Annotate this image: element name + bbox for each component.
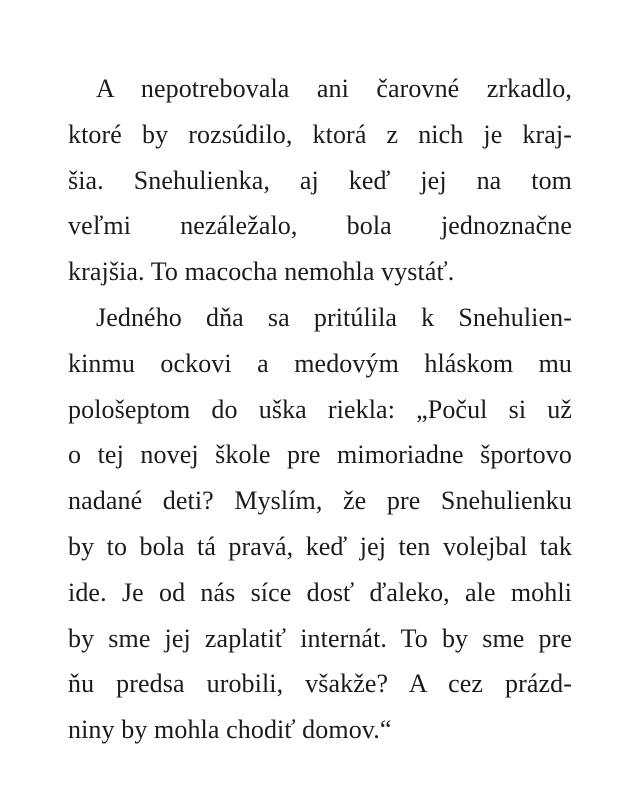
text-line: ňu predsa urobili, všakže? A cez prázd- (68, 669, 572, 699)
text-line: A nepotrebovala ani čarovné zrkadlo, (96, 74, 572, 103)
text-line: krajšia. To macocha nemohla vystáť. (68, 257, 455, 287)
text-line: o tej novej škole pre mimoriadne športovo (68, 440, 572, 470)
text-line: Jedného dňa sa pritúlila k Snehulien- (96, 302, 572, 332)
text-line: pološeptom do uška riekla: „Počul si už (68, 394, 572, 424)
paragraph-2 (68, 295, 572, 753)
text-line: ide. Je od nás síce dosť ďaleko, ale mohli (68, 577, 572, 607)
text-line: veľmi nezáležalo, bola jednoznačne (68, 211, 572, 241)
text-line: nadané deti? Myslím, že pre Snehulienku (68, 486, 572, 516)
text-line: šia. Snehulienka, aj keď jej na tom (68, 165, 572, 195)
text-line: by sme jej zaplatiť internát. To by sme pre (68, 623, 572, 653)
paragraph-1 (68, 66, 572, 295)
text-line: niny by mohla chodiť domov.“ (68, 715, 392, 745)
text-line: by to bola tá pravá, keď jej ten volejbal tak (68, 531, 572, 561)
text-line: ktoré by rozsúdilo, ktorá z nich je kraj- (68, 119, 572, 149)
text-line: kinmu ockovi a medovým hláskom mu (68, 348, 572, 378)
story-text (68, 66, 572, 753)
